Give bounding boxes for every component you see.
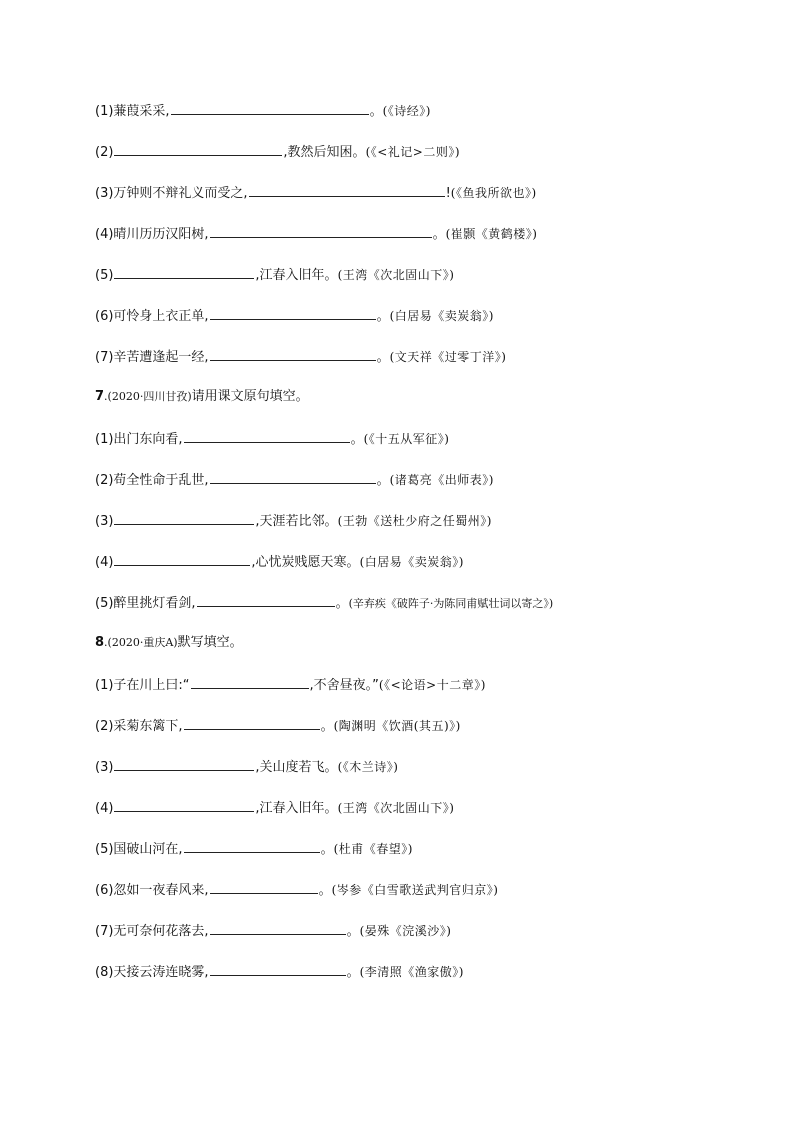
item-suffix: 。 <box>376 473 390 488</box>
item-suffix: ,江春入旧年。 <box>255 801 338 816</box>
blank-item <box>95 182 537 204</box>
item-prefix: 晴川历历汉阳树, <box>113 227 209 242</box>
fill-blank[interactable] <box>114 141 282 156</box>
blank-item <box>95 879 498 901</box>
question-meta: .(2020·重庆A) <box>104 636 178 649</box>
item-source: (诸葛亮《出师表》) <box>389 473 494 487</box>
blank-item <box>95 100 431 122</box>
item-number: (1) <box>95 104 114 119</box>
question-text: 请用课文原句填空。 <box>191 389 309 404</box>
fill-blank[interactable] <box>210 469 376 484</box>
item-prefix: 辛苦遭逢起一经, <box>113 350 209 365</box>
item-number: (4) <box>95 801 114 816</box>
item-number: (5) <box>95 596 114 611</box>
item-prefix: 无可奈何花落去, <box>113 924 209 939</box>
item-prefix: 出门东向看, <box>113 432 183 447</box>
item-suffix: 。 <box>335 596 349 611</box>
item-suffix: 。 <box>320 842 334 857</box>
item-prefix: 醉里挑灯看剑, <box>113 596 196 611</box>
item-source: (《<论语>十二章》) <box>378 678 486 692</box>
item-suffix: 。 <box>376 309 390 324</box>
item-prefix: 苟全性命于乱世, <box>113 473 209 488</box>
item-source: (杜甫《春望》) <box>333 842 413 856</box>
item-number: (2) <box>95 719 114 734</box>
blank-item <box>95 961 464 983</box>
blank-item <box>95 920 451 942</box>
fill-blank[interactable] <box>184 715 320 730</box>
item-source: (王湾《次北固山下》) <box>337 801 455 815</box>
item-source: (文天祥《过零丁洋》) <box>389 350 507 364</box>
item-prefix: 蒹葭采采, <box>113 104 170 119</box>
fill-blank[interactable] <box>210 961 346 976</box>
item-suffix: ,教然后知困。 <box>283 145 366 160</box>
blank-item <box>95 223 537 245</box>
item-number: (6) <box>95 883 114 898</box>
fill-blank[interactable] <box>184 428 350 443</box>
blank-item <box>95 469 494 491</box>
item-prefix: 子在川上曰:“ <box>113 678 190 693</box>
item-source: (陶渊明《饮酒(其五)》) <box>333 719 461 733</box>
fill-blank[interactable] <box>210 346 376 361</box>
fill-blank[interactable] <box>210 223 432 238</box>
item-suffix: 。 <box>318 883 332 898</box>
item-suffix: 。 <box>346 965 360 980</box>
item-source: (《<礼记>二则》) <box>365 145 461 159</box>
item-number: (3) <box>95 760 114 775</box>
item-suffix: ,关山度若飞。 <box>255 760 338 775</box>
item-prefix: 忽如一夜春风来, <box>113 883 209 898</box>
item-prefix: 天接云涛连晓雾, <box>113 965 209 980</box>
item-prefix: 采菊东篱下, <box>113 719 183 734</box>
item-source: (崔颢《黄鹤楼》) <box>445 227 538 241</box>
blank-item <box>95 346 506 368</box>
item-source: (辛弃疾《破阵子·为陈同甫赋壮词以寄之》) <box>348 597 554 610</box>
item-source: (王湾《次北固山下》) <box>337 268 455 282</box>
item-suffix: 。 <box>320 719 334 734</box>
blank-item <box>95 428 449 450</box>
item-suffix: ,江春入旧年。 <box>255 268 338 283</box>
item-number: (5) <box>95 842 114 857</box>
fill-blank[interactable] <box>114 551 250 566</box>
item-source: (白居易《卖炭翁》) <box>389 309 494 323</box>
question-heading <box>95 633 243 653</box>
item-source: (王勃《送杜少府之任蜀州》) <box>337 514 492 528</box>
blank-item <box>95 797 454 819</box>
item-number: (3) <box>95 186 114 201</box>
fill-blank[interactable] <box>210 920 346 935</box>
fill-blank[interactable] <box>191 674 309 689</box>
question-heading <box>95 387 309 407</box>
blank-item <box>95 674 486 696</box>
question-number: 8 <box>95 635 105 650</box>
item-suffix: 。 <box>432 227 446 242</box>
item-source: (晏殊《浣溪沙》) <box>359 924 452 938</box>
blank-item <box>95 592 553 614</box>
blank-item <box>95 305 494 327</box>
fill-blank[interactable] <box>114 797 254 812</box>
fill-blank[interactable] <box>210 879 318 894</box>
blank-item <box>95 715 461 737</box>
item-suffix: 。 <box>346 924 360 939</box>
item-number: (2) <box>95 145 114 160</box>
item-source: (《诗经》) <box>382 104 431 118</box>
item-number: (5) <box>95 268 114 283</box>
item-number: (7) <box>95 924 114 939</box>
item-number: (1) <box>95 678 114 693</box>
blank-item <box>95 838 413 860</box>
item-suffix: 。 <box>369 104 383 119</box>
item-source: (白居易《卖炭翁》) <box>359 555 464 569</box>
item-suffix: 。 <box>376 350 390 365</box>
question-meta: .(2020·四川甘孜) <box>104 390 192 403</box>
blank-item <box>95 141 460 163</box>
item-number: (6) <box>95 309 114 324</box>
item-source: (《鱼我所欲也》) <box>450 186 537 200</box>
item-number: (1) <box>95 432 114 447</box>
item-suffix: ! <box>445 186 451 201</box>
fill-blank[interactable] <box>114 510 254 525</box>
item-suffix: ,不舍昼夜。” <box>309 678 379 693</box>
item-suffix: ,天涯若比邻。 <box>255 514 338 529</box>
item-number: (4) <box>95 227 114 242</box>
item-prefix: 国破山河在, <box>113 842 183 857</box>
fill-blank[interactable] <box>197 592 335 607</box>
fill-blank[interactable] <box>114 264 254 279</box>
item-number: (4) <box>95 555 114 570</box>
item-number: (3) <box>95 514 114 529</box>
item-number: (8) <box>95 965 114 980</box>
item-number: (2) <box>95 473 114 488</box>
blank-item <box>95 510 492 532</box>
item-number: (7) <box>95 350 114 365</box>
question-number: 7 <box>95 389 105 404</box>
item-suffix: ,心忧炭贱愿天寒。 <box>251 555 360 570</box>
fill-blank[interactable] <box>184 838 320 853</box>
blank-item <box>95 551 464 573</box>
question-text: 默写填空。 <box>177 635 243 650</box>
item-suffix: 。 <box>350 432 364 447</box>
blank-item <box>95 756 398 778</box>
item-source: (《木兰诗》) <box>337 760 399 774</box>
fill-blank[interactable] <box>249 182 445 197</box>
item-source: (岑参《白雪歌送武判官归京》) <box>331 883 499 897</box>
item-source: (李清照《渔家傲》) <box>359 965 464 979</box>
item-source: (《十五从军征》) <box>363 432 450 446</box>
item-prefix: 可怜身上衣正单, <box>113 309 209 324</box>
fill-blank[interactable] <box>210 305 376 320</box>
item-prefix: 万钟则不辩礼义而受之, <box>113 186 248 201</box>
fill-blank[interactable] <box>114 756 254 771</box>
blank-item <box>95 264 454 286</box>
fill-blank[interactable] <box>171 100 369 115</box>
